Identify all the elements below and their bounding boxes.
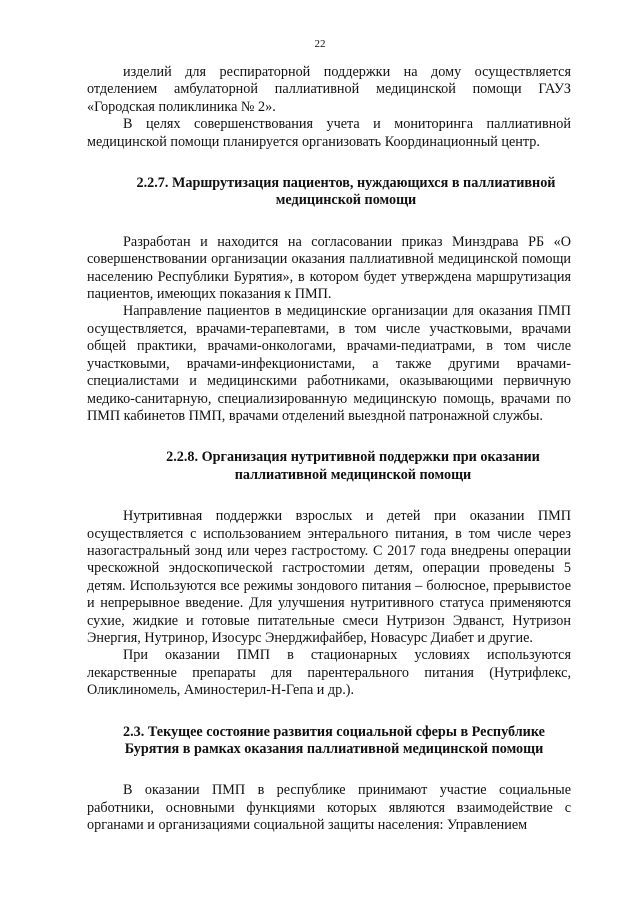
paragraph: В целях совершенствования учета и мониторинга паллиативной медицинской помощи планируется организовать Координационный центр. bbox=[87, 116, 571, 150]
paragraph: Разработан и находится на согласовании приказ Минздрава РБ «О совершенствовании организации оказания паллиативной медицинской помощи населению Республики Бурятия», в котором будет утверждена маршрутизация пациентов, имеющих показания к ПМП. bbox=[87, 233, 571, 303]
paragraph: Направление пациентов в медицинские организации для оказания ПМП осуществляется, врачами-терапевтами, в том числе участковыми, врачами общей практики, врачами-онкологами, врачами-педиатрами, в том числе участковыми, врачами-инфекционистами, а также другими врачами-специалистами и медицинскими работниками, оказывающими первичную медико-санитарную, специализированную медицинскую помощь, врачами по ПМП кабинетов ПМП, врачами отделений выездной патронажной службы. bbox=[87, 303, 571, 424]
section-heading-2-2-7: 2.2.7. Маршрутизация пациентов, нуждающихся в паллиативной медицинской помощи bbox=[136, 175, 556, 209]
page-content bbox=[87, 64, 571, 835]
page-number: 22 bbox=[314, 38, 326, 50]
paragraph: При оказании ПМП в стационарных условиях используются лекарственные препараты для парентерального питания (Нутрифлекс, Оликлиномель, Аминостерил-Н-Гепа и др.). bbox=[87, 647, 571, 699]
paragraph: В оказании ПМП в республике принимают участие социальные работники, основными функциями которых являются взаимодействие с органами и организациями социальной защиты населения: Управлением bbox=[87, 782, 571, 834]
paragraph: Нутритивная поддержки взрослых и детей при оказании ПМП осуществляется с использованием энтерального питания, в том числе через назогастральный зонд или через гастростому. С 2017 года внедрены операции чрескожной эндоскопической гастростомии детям, операции проведены 5 детям. Используются все режимы зондового питания – болюсное, прерывистое и непрерывное введение. Для улучшения нутритивного статуса применяются сухие, жидкие и готовые питательные смеси Нутризон Эдванст, Нутризон Энергия, Нутринор, Изосурс Энерджифайбер, Новасурс Диабет и другие. bbox=[87, 508, 571, 646]
section-heading-2-2-8: 2.2.8. Организация нутритивной поддержки при оказании паллиативной медицинской помощи bbox=[166, 449, 540, 483]
section-heading-2-3: 2.3. Текущее состояние развития социальной сферы в Республике Бурятия в рамках оказания паллиативной медицинской помощи bbox=[123, 723, 545, 757]
paragraph: изделий для респираторной поддержки на дому осуществляется отделением амбулаторной паллиативной медицинской помощи ГАУЗ «Городская поликлиника № 2». bbox=[87, 64, 571, 115]
